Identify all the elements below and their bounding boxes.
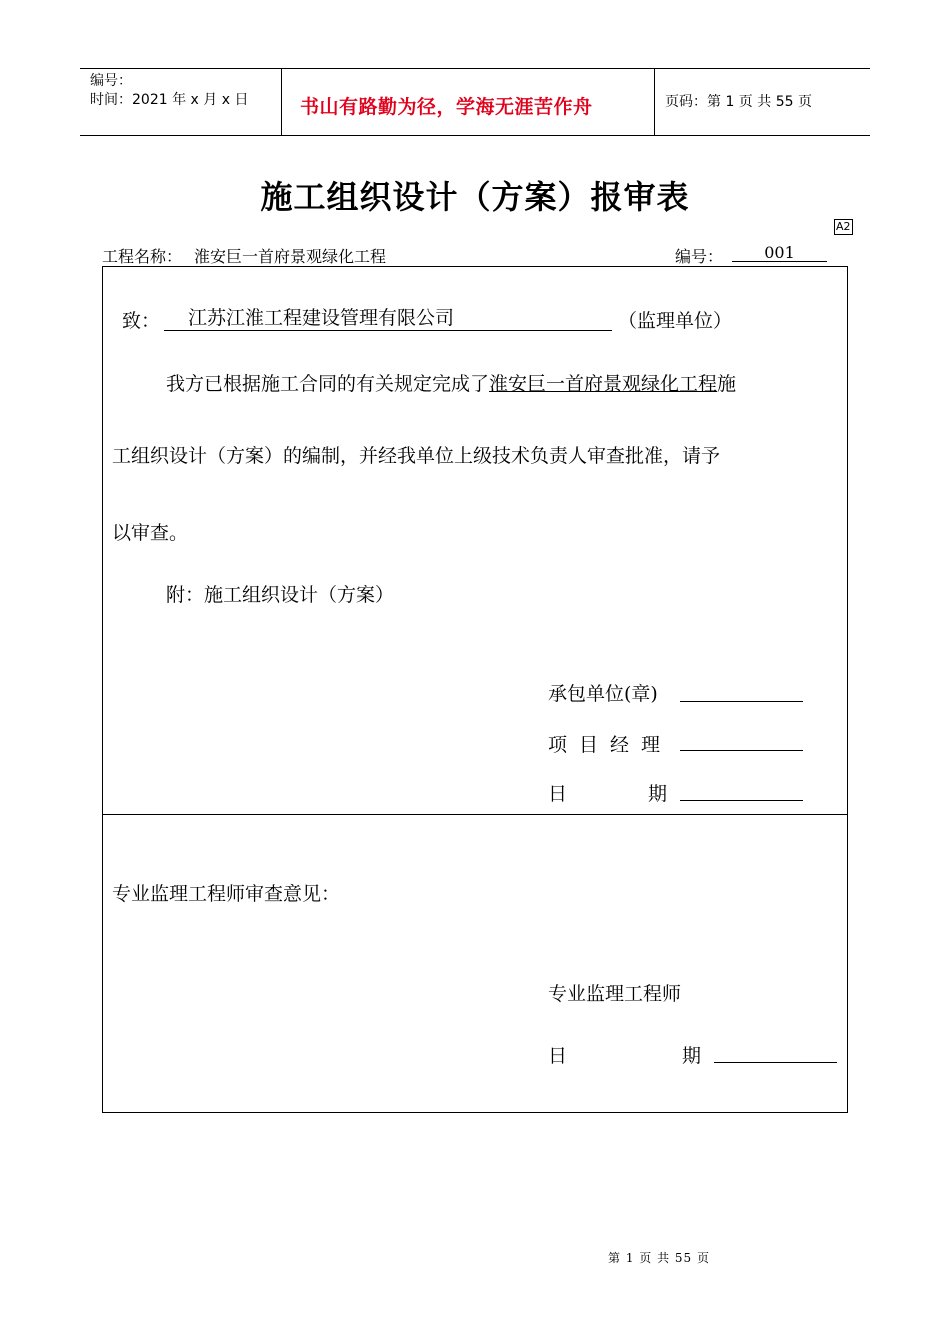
attachment-note: 附：施工组织设计（方案） (166, 584, 395, 606)
paragraph-line-3: 以审查。 (112, 522, 189, 544)
form-title: 施工组织设计（方案）报审表 (260, 178, 690, 216)
contractor-seal-label: 承包单位(章) (548, 683, 658, 705)
p1-prefix: 我方已根据施工合同的有关规定完成了 (166, 373, 490, 395)
contractor-date-line (680, 800, 803, 801)
paragraph-line-1 (166, 369, 736, 396)
date-label-char-1: 日 (548, 783, 568, 805)
form-section-divider (102, 814, 848, 815)
header-top-border (80, 68, 870, 69)
project-name: 淮安巨一首府景观绿化工程 (194, 247, 387, 266)
review-date-label-char-2: 期 (682, 1045, 702, 1067)
to-company: 江苏江淮工程建设管理有限公司 (164, 306, 612, 331)
form-code-badge: A2 (836, 220, 851, 233)
header-time-label: 时间：2021 年 x 月 x 日 (90, 92, 249, 108)
header-motto: 书山有路勤为径，学海无涯苦作舟 (300, 96, 593, 118)
review-opinion-label: 专业监理工程师审查意见： (112, 883, 341, 905)
header-page-info: 页码：第 1 页 共 55 页 (665, 94, 812, 110)
paragraph-line-2: 工组织设计（方案）的编制，并经我单位上级技术负责人审查批准，请予 (112, 445, 721, 467)
to-label: 致： (122, 310, 161, 332)
header-divider-right (654, 68, 655, 136)
project-manager-label: 项目经理 (548, 734, 673, 756)
review-date-line (714, 1062, 837, 1063)
to-suffix: （监理单位） (618, 310, 733, 332)
serial-value: 001 (732, 244, 827, 262)
p1-suffix: 施 (717, 373, 737, 395)
page-footer: 第 1 页 共 55 页 (608, 1251, 710, 1265)
header-bottom-border (80, 135, 870, 136)
date-label-char-2: 期 (648, 783, 668, 805)
header-code-label: 编号： (90, 73, 132, 89)
project-manager-signature-line (680, 750, 803, 751)
review-date-label-char-1: 日 (548, 1045, 568, 1067)
header-divider-left (281, 68, 282, 136)
serial-label: 编号： (675, 247, 724, 266)
supervising-engineer-label: 专业监理工程师 (548, 983, 682, 1005)
p1-project-name: 淮安巨一首府景观绿化工程 (489, 373, 718, 395)
project-name-label: 工程名称： (102, 247, 183, 266)
contractor-signature-line (680, 701, 803, 702)
